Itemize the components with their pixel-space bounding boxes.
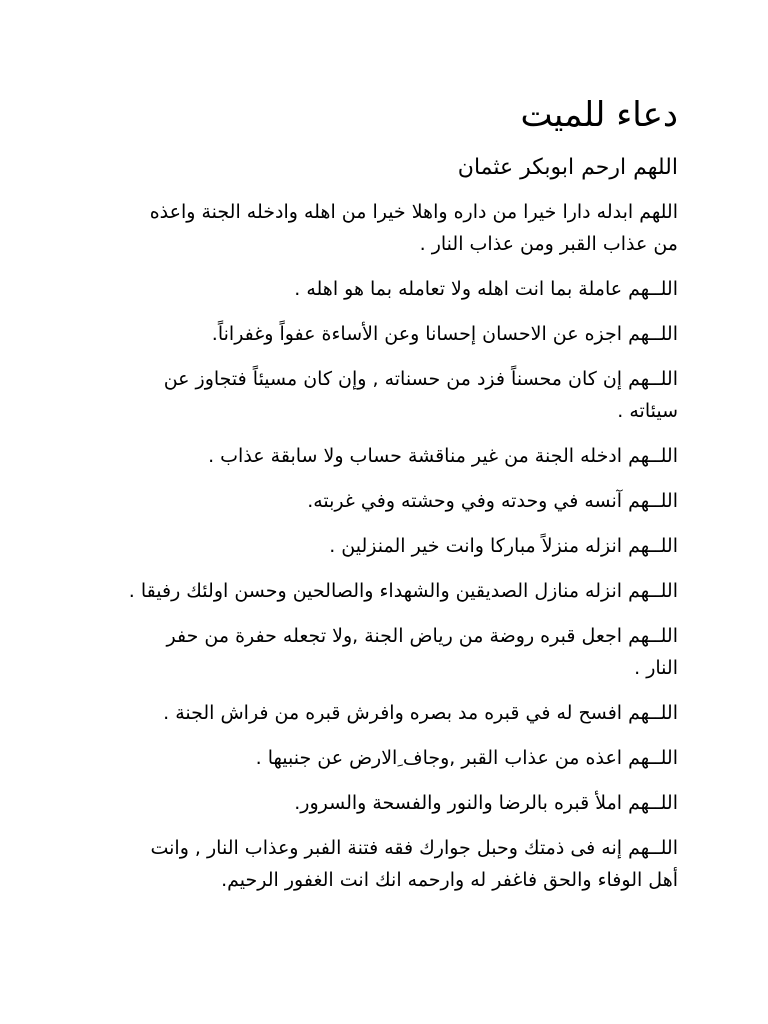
prayer-line: اللــهم اعذه من عذاب القبر ,وجاف ِالارض عن جنبيها . [255,747,678,769]
prayer-paragraph [100,742,678,774]
prayer-line: اللــهم اجعل قبره روضة من رياض الجنة ,ولا تجعله حفرة من حفر [166,625,678,647]
prayer-line: اللهم ابدله دارا خيرا من داره واهلا خيرا من اهله وادخله الجنة واعذه [149,201,678,223]
prayer-paragraph [100,620,678,684]
prayer-line: اللــهم ادخله الجنة من غير مناقشة حساب ولا سابقة عذاب . [208,445,678,467]
prayer-paragraph [100,318,678,350]
prayer-paragraph [100,273,678,305]
prayer-line: اللــهم انزله منزلاً مباركا وانت خير المنزلين . [329,535,678,557]
document-title: دعاء للميت [520,95,678,135]
prayer-line: اللــهم افسح له في قبره مد بصره وافرش قبره من فراش الجنة . [163,702,678,724]
prayer-line: سيئاته . [617,400,678,422]
prayer-paragraph [100,485,678,517]
prayer-line: اللــهم آنسه في وحدته وفي وحشته وفي غربته. [307,490,678,512]
prayer-line: اللــهم إن كان محسناً فزد من حسناته , وإن كان مسيئاً فتجاوز عن [163,368,678,390]
prayer-paragraph [100,440,678,472]
prayer-paragraph [100,575,678,607]
prayer-list [100,196,678,896]
prayer-line: اللــهم املأ قبره بالرضا والنور والفسحة والسرور. [294,792,678,814]
prayer-paragraph [100,530,678,562]
prayer-line: النار . [634,657,678,679]
prayer-paragraph [100,196,678,260]
prayer-line: أهل الوفاء والحق فاغفر له وارحمه انك انت الغفور الرحيم. [221,869,678,891]
document-subtitle: اللهم ارحم ابوبكر عثمان [457,155,678,180]
prayer-line: اللــهم عاملة بما انت اهله ولا تعامله بما هو اهله . [294,278,678,300]
prayer-paragraph [100,832,678,896]
prayer-paragraph [100,787,678,819]
prayer-paragraph [100,363,678,427]
prayer-paragraph [100,697,678,729]
prayer-line: اللــهم انزله منازل الصديقين والشهداء والصالحين وحسن اولئك رفيقا . [128,580,678,602]
prayer-line: اللــهم اجزه عن الاحسان إحسانا وعن الأساءة عفواً وغفراناً. [211,323,678,345]
prayer-line: من عذاب القبر ومن عذاب النار . [419,233,678,255]
prayer-line: اللــهم إنه فى ذمتك وحبل جوارك فقه فتنة الفبر وعذاب النار , وانت [150,837,678,859]
